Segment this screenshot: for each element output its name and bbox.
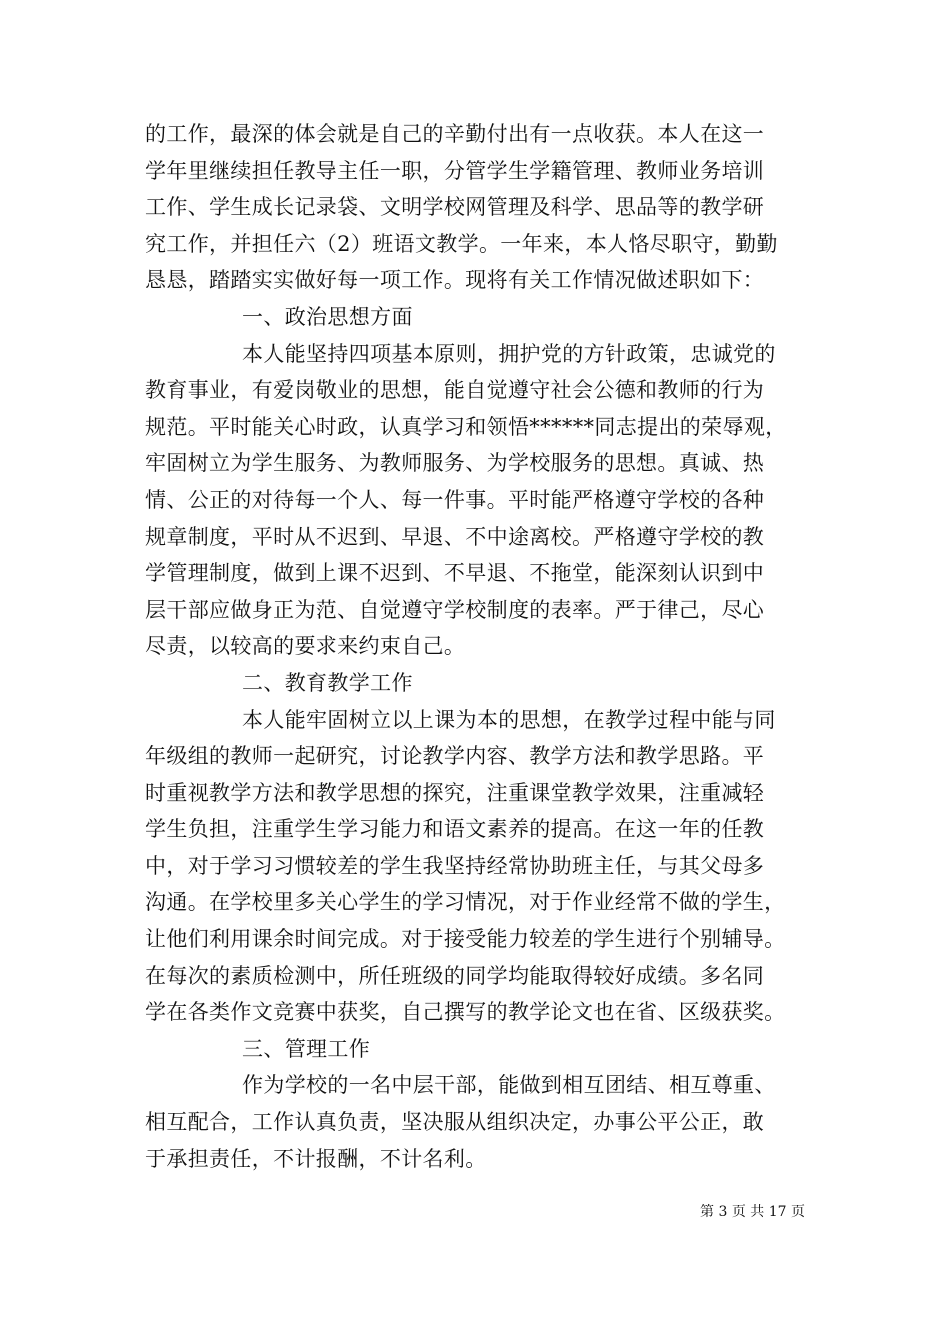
body-line: 尽责，以较高的要求来约束自己。 <box>145 634 466 659</box>
body-line: 情、公正的对待每一个人、每一件事。平时能严格遵守学校的各种 <box>145 487 765 512</box>
body-line: 沟通。在学校里多关心学生的学习情况，对于作业经常不做的学生， <box>145 890 786 915</box>
body-line: 于承担责任，不计报酬，不计名利。 <box>145 1146 487 1171</box>
body-line: 恳恳，踏踏实实做好每一项工作。现将有关工作情况做述职如下： <box>145 268 765 293</box>
body-line: 本人能坚持四项基本原则，拥护党的方针政策，忠诚党的 <box>242 341 776 366</box>
document-body <box>145 116 805 1177</box>
body-line: 作为学校的一名中层干部，能做到相互团结、相互尊重、 <box>242 1073 776 1098</box>
body-line: 中，对于学习习惯较差的学生我坚持经常协助班主任，与其父母多 <box>145 853 765 878</box>
body-line: 究工作，并担任六（2）班语文教学。一年来，本人恪尽职守，勤勤 <box>145 231 778 256</box>
page-number: 第 3 页 共 17 页 <box>700 1204 805 1220</box>
body-line: 年级组的教师一起研究，讨论教学内容、教学方法和教学思路。平 <box>145 744 765 769</box>
body-line: 规范。平时能关心时政，认真学习和领悟******同志提出的荣辱观， <box>145 414 787 439</box>
body-line: 让他们利用课余时间完成。对于接受能力较差的学生进行个别辅导。 <box>145 927 786 952</box>
body-line: 层干部应做身正为范、自觉遵守学校制度的表率。严于律己，尽心 <box>145 597 765 622</box>
body-line: 本人能牢固树立以上课为本的思想，在教学过程中能与同 <box>242 707 776 732</box>
body-line: 学生负担，注重学生学习能力和语文素养的提高。在这一年的任教 <box>145 817 765 842</box>
body-line: 教育事业，有爱岗敬业的思想，能自觉遵守社会公德和教师的行为 <box>145 378 765 403</box>
body-line: 学年里继续担任教导主任一职，分管学生学籍管理、教师业务培训 <box>145 158 765 183</box>
body-line: 规章制度，平时从不迟到、早退、不中途离校。严格遵守学校的教 <box>145 524 765 549</box>
section-heading: 二、教育教学工作 <box>242 670 413 695</box>
section-heading: 一、政治思想方面 <box>242 304 413 329</box>
body-line: 相互配合，工作认真负责，坚决服从组织决定，办事公平公正，敢 <box>145 1110 765 1135</box>
body-line: 牢固树立为学生服务、为教师服务、为学校服务的思想。真诚、热 <box>145 451 765 476</box>
body-line: 学管理制度，做到上课不迟到、不早退、不拖堂，能深刻认识到中 <box>145 561 765 586</box>
body-line: 学在各类作文竞赛中获奖，自己撰写的教学论文也在省、区级获奖。 <box>145 1000 786 1025</box>
body-line: 工作、学生成长记录袋、文明学校网管理及科学、思品等的教学研 <box>145 195 765 220</box>
body-line: 的工作，最深的体会就是自己的辛勤付出有一点收获。本人在这一 <box>145 122 765 146</box>
body-line: 时重视教学方法和教学思想的探究，注重课堂教学效果，注重减轻 <box>145 780 765 805</box>
body-line: 在每次的素质检测中，所任班级的同学均能取得较好成绩。多名同 <box>145 963 765 988</box>
section-heading: 三、管理工作 <box>242 1036 371 1061</box>
